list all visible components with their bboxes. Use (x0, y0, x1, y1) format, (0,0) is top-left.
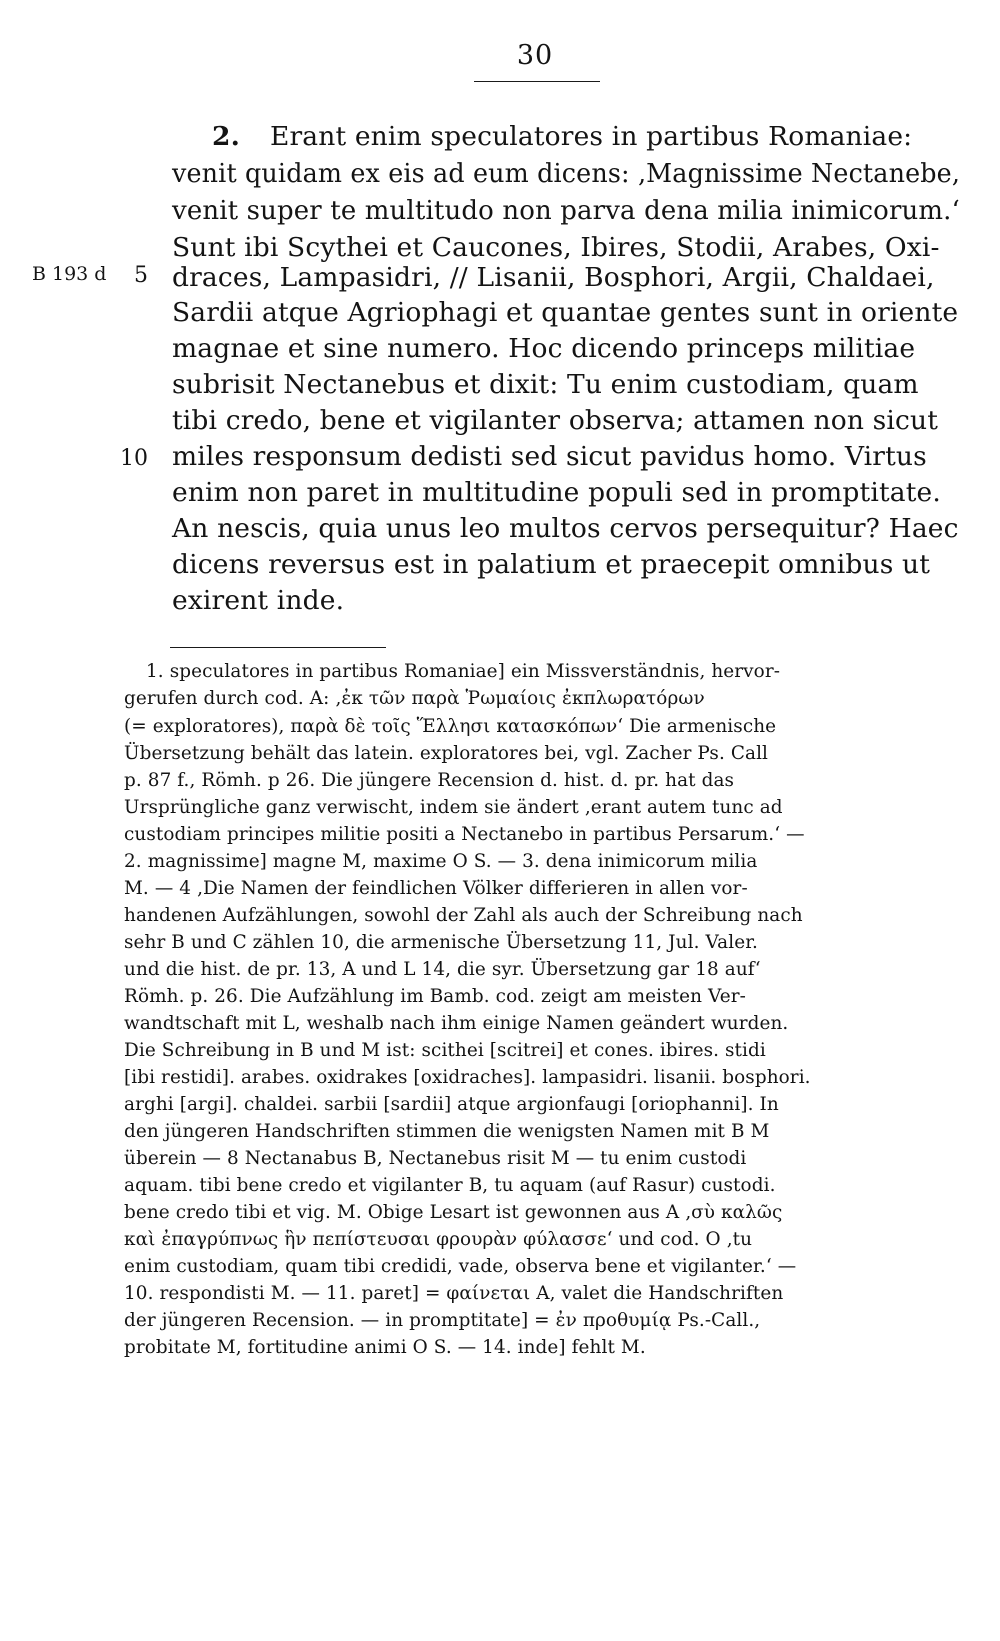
footnote-line: M. — 4 ‚Die Namen der feindlichen Völker differieren in allen vor- (124, 878, 748, 899)
footnote-line: [ibi restidi]. arabes. oxidrakes [oxidraches]. lampasidri. lisanii. bosphori. (124, 1067, 811, 1088)
footnote-line: Ursprüngliche ganz verwischt, indem sie ändert ‚erant autem tunc ad (124, 797, 783, 818)
page-number: 30 (516, 40, 554, 71)
footnote-line: und die hist. de pr. 13, A und L 14, die syr. Übersetzung gar 18 auf‘ (124, 959, 761, 980)
footnote-line: bene credo tibi et vig. M. Obige Lesart ist gewonnen aus A ‚σὺ καλῶς (124, 1202, 783, 1223)
footnote-line: 1. speculatores in partibus Romaniae] ein Missverständnis, hervor- (146, 661, 781, 682)
footnote-line: überein — 8 Nectanabus B, Nectanebus risit M — tu enim custodi (124, 1148, 747, 1169)
footnote-line: 10. respondisti M. — 11. paret] = φαίνεται A, valet die Handschriften (124, 1283, 784, 1304)
footnote-line: καὶ ἐπαγρύπνως ἣν πεπίστευσαι φρουρὰν φύλασσε‘ und cod. O ‚tu (124, 1229, 753, 1250)
footnote-line: handenen Aufzählungen, sowohl der Zahl als auch der Schreibung nach (124, 905, 803, 926)
footnote-line: wandtschaft mit L, weshalb nach ihm einige Namen geändert wurden. (124, 1013, 789, 1034)
main-text-line: Sardii atque Agriophagi et quantae gentes sunt in oriente (172, 297, 959, 328)
footnote-line: Die Schreibung in B und M ist: scithei [scitrei] et cones. ibires. stidi (124, 1040, 766, 1061)
main-text-line: dicens reversus est in palatium et praecepit omnibus ut (172, 549, 931, 580)
footnote-line: gerufen durch cod. A: ‚ἐκ τῶν παρὰ Ῥωμαίοις ἐκπλωρατόρων (124, 688, 705, 709)
main-text-line: exirent inde. (172, 585, 345, 616)
footnote-line: Römh. p. 26. Die Aufzählung im Bamb. cod. zeigt am meisten Ver- (124, 986, 746, 1007)
header-rule (474, 81, 600, 82)
footnote-line: Übersetzung behält das latein. exploratores bei, vgl. Zacher Ps. Call (124, 743, 769, 764)
footnote-line: custodiam principes militie positi a Nectanebo in partibus Persarum.‘ — (124, 824, 805, 845)
footnote-line: sehr B und C zählen 10, die armenische Übersetzung 11, Jul. Valer. (124, 932, 759, 953)
main-text-line: tibi credo, bene et vigilanter observa; attamen non sicut (172, 405, 939, 436)
footnote-line: probitate M, fortitudine animi O S. — 14. inde] fehlt M. (124, 1337, 646, 1358)
main-text-line: Erant enim speculatores in partibus Romaniae: (270, 121, 913, 152)
main-text-line: An nescis, quia unus leo multos cervos persequitur? Haec (172, 513, 959, 544)
footnote-line: 2. magnissime] magne M, maxime O S. — 3. dena inimicorum milia (124, 851, 758, 872)
main-text-line: magnae et sine numero. Hoc dicendo princeps militiae (172, 333, 916, 364)
section-number: 2. (212, 121, 240, 152)
main-text-line: enim non paret in multitudine populi sed in promptitate. (172, 477, 941, 508)
margin-line-number-10: 10 (120, 446, 148, 471)
main-text-line: venit quidam ex eis ad eum dicens: ‚Magnissime Nectanebe, (172, 158, 961, 189)
main-text-line: venit super te multitudo non parva dena milia inimicorum.‘ (172, 195, 960, 226)
main-text-line: miles responsum dedisti sed sicut pavidus homo. Virtus (172, 441, 927, 472)
footnote-line: aquam. tibi bene credo et vigilanter B, tu aquam (auf Rasur) custodi. (124, 1175, 776, 1196)
footnote-line: (= exploratores), παρὰ δὲ τοῖς Ἕλλησι κατασκόπων‘ Die armenische (124, 716, 777, 737)
footnote-line: den jüngeren Handschriften stimmen die wenigsten Namen mit B M (124, 1121, 770, 1142)
margin-reference: B 193 d (32, 263, 107, 285)
main-text-line: subrisit Nectanebus et dixit: Tu enim custodiam, quam (172, 369, 919, 400)
main-text-line: draces, Lampasidri, // Lisanii, Bosphori, Argii, Chaldaei, (172, 262, 935, 293)
footnote-line: enim custodiam, quam tibi credidi, vade, observa bene et vigilanter.‘ — (124, 1256, 797, 1277)
footnote-line: der jüngeren Recension. — in promptitate] = ἐν προθυμίᾳ Ps.-Call., (124, 1310, 761, 1331)
footnote-line: arghi [argi]. chaldei. sarbii [sardii] atque argionfaugi [oriophanni]. In (124, 1094, 779, 1115)
main-text-line: Sunt ibi Scythei et Caucones, Ibires, Stodii, Arabes, Oxi- (172, 232, 940, 263)
footnote-rule (170, 647, 386, 648)
margin-line-number-5: 5 (134, 263, 148, 288)
footnote-line: p. 87 f., Römh. p 26. Die jüngere Recension d. hist. d. pr. hat das (124, 770, 735, 791)
